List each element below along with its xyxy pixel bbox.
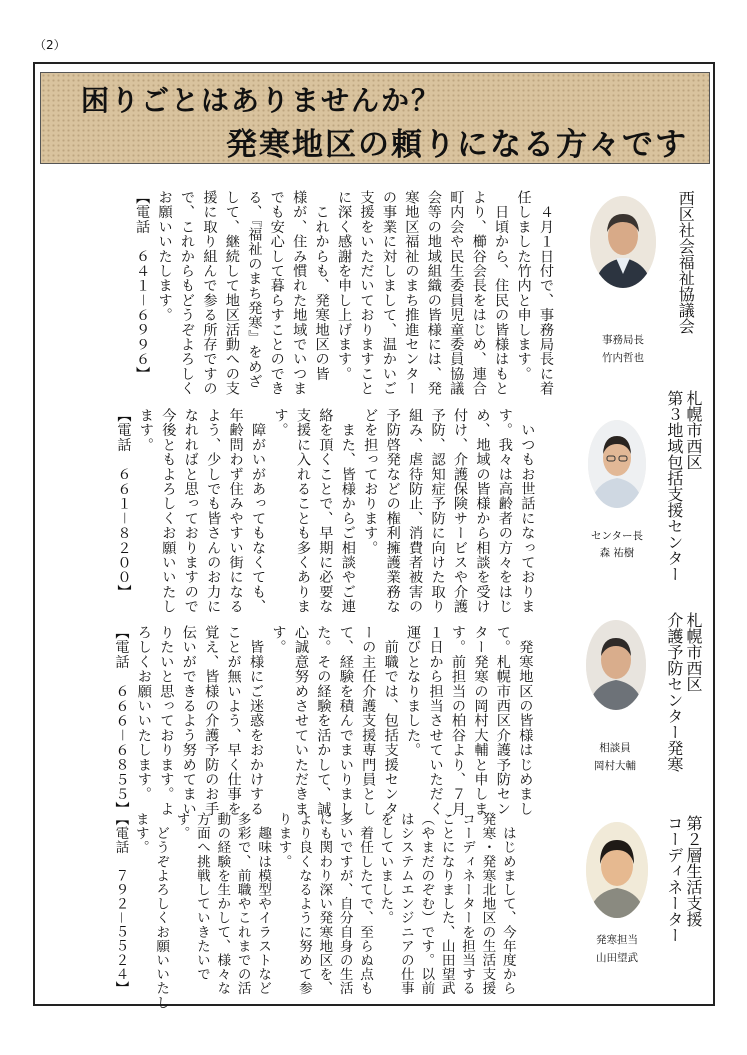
text-line: 付け、介護保険サービスや介護 [452, 408, 468, 614]
person-photo-icon [590, 196, 656, 288]
banner-title-line2: 発寒地区の頼りになる方々です [226, 127, 688, 163]
text-line: どうぞよろしくお願いいたし [153, 812, 170, 1010]
text-line: て。札幌市西区介護予防セン [494, 625, 511, 817]
text-line: の事業に対しまして、温かいご [380, 190, 397, 396]
text-line: ろしくお願いいたします。 [135, 625, 152, 802]
text-line: ーの主任介護支援専門員とし [360, 625, 377, 817]
text-line: す。 [173, 812, 190, 841]
text-line: 覚え、皆様の介護予防のお手 [203, 625, 220, 817]
phone-number: 【電話 ７９２－５５２４】 [112, 812, 129, 996]
text-line: て、経験を積んでまいりまし [337, 625, 354, 817]
text-line: なれればと思っておりますので [182, 408, 199, 614]
text-line: す。 [270, 625, 287, 655]
text-line: 着任したてで、至らぬ点も [357, 812, 374, 996]
text-line: 伝いができるよう努めてまい [180, 625, 197, 817]
text-line: はじめまして、今年度から [499, 812, 516, 996]
text-line: １日から担当させていただく [427, 625, 444, 817]
avatar-takeuchi [590, 196, 656, 288]
text-line: （やまだのぞむ）です。以前 [418, 812, 435, 996]
text-line: ４月１日付で、事務局長に着 [538, 190, 554, 396]
text-line: 支援をいただいておりますこと [358, 190, 375, 396]
org-name: 西区社会福祉協議会 [676, 190, 696, 334]
org-name-line: コーディネーター [664, 815, 684, 943]
text-line: コーディネーターを担当する [459, 812, 476, 996]
text-line: 日頃から、住民の皆様はもと [493, 190, 510, 396]
text-line: 運びとなりました。 [405, 625, 422, 758]
text-line: で、これからもどうぞよろしく [179, 190, 195, 396]
text-line: りたいと思っております。よ [158, 625, 175, 817]
text-line: して、継続して地区活動への支 [223, 190, 240, 396]
text-line: いつもお世話になっておりま [519, 408, 536, 614]
text-line: 多彩で、前職やこれまでの活 [234, 812, 251, 996]
text-line: 皆様にご迷惑をおかけする [248, 625, 265, 817]
text-line: ことが無いよう、早く仕事を [225, 625, 242, 817]
person-name: 山田望武 [596, 952, 638, 964]
text-line: はシステムエンジニアの仕事 [397, 812, 414, 996]
text-line: でも安心して暮らすことのでき [268, 190, 285, 396]
person-photo-icon [586, 822, 648, 918]
text-line: ます。 [132, 812, 149, 855]
page-number: （2） [34, 38, 66, 52]
text-line: にも関わり深い発寒地区を、 [316, 812, 333, 996]
text-line: め、地域の皆様から相談を受け [474, 408, 491, 614]
phone-number: 【電話 ６４１－６９９６】 [134, 190, 151, 382]
text-line: す。 [272, 408, 289, 438]
person-photo-icon [586, 620, 646, 710]
org-name-line: 札幌市西区 [684, 390, 703, 470]
person-role: センター長 [590, 530, 644, 542]
text-line: る、『福祉のまち発寒』をめざ [246, 190, 263, 389]
text-line: 前職では、包括支援センタ [382, 625, 399, 817]
org-name-line: 介護予防センター発寒 [664, 612, 684, 772]
text-line: 支援に入れることも多くありま [294, 408, 311, 614]
text-line: 組み、虐待防止、消費者被害の [407, 408, 424, 614]
text-line: 予防、認知症予防に向けた取り [429, 408, 446, 614]
section-body-text [131, 190, 557, 396]
text-line: 任しました竹内と申します。 [515, 190, 532, 382]
org-name-line: 第３地域包括支援センター [664, 390, 684, 582]
text-line: より、櫛谷会長をはじめ、連合 [470, 190, 487, 396]
person-role: 相談員 [599, 742, 631, 754]
person-name: 森 祐樹 [599, 547, 635, 559]
text-line: 発寒・発寒北地区の生活支援 [479, 812, 496, 996]
text-line: よう、少しでも皆さんのお力に [205, 408, 222, 614]
person-role: 事務局長 [602, 334, 644, 346]
text-line: す。前担当の柏谷より、７月 [450, 625, 466, 817]
text-line: 絡を頂くことで、早期に必要な [317, 408, 334, 614]
text-line: ります。 [275, 812, 292, 869]
section-kaigoyobou-body [110, 625, 536, 816]
avatar-okamura [586, 620, 646, 710]
person-photo-icon [588, 420, 646, 508]
org-name [655, 390, 703, 582]
text-line: どを担っております。 [362, 408, 379, 555]
text-line: 発寒地区の皆様はじめまし [517, 625, 534, 817]
org-name-line: 第２層生活支援 [684, 815, 703, 927]
banner-title-line1: 困りごとはありませんか？ [81, 84, 442, 117]
text-line: 寒地区福祉のまち推進センター [403, 190, 420, 396]
text-line: ター発寒の岡村大輔と申しま [472, 625, 489, 817]
text-line: より良くなるように努めて参 [295, 812, 312, 996]
text-line: ます。 [137, 408, 154, 453]
org-name [655, 612, 703, 772]
text-line: をしていました。 [377, 812, 394, 925]
text-line: た。その経験を活かして、誠 [315, 625, 332, 817]
text-line: 様が、住み慣れた地域でいつま [291, 190, 308, 396]
text-line: 今後ともよろしくお願いいたし [160, 408, 177, 614]
text-line: また、皆様からご相談やご連 [339, 408, 356, 614]
org-name [655, 815, 703, 943]
text-line: 趣味は模型やイラストなど [255, 812, 272, 996]
text-line: 多いですが、自分自身の生活 [336, 812, 353, 996]
text-line: す。我々は高齢者の方々をはじ [496, 408, 513, 614]
text-line: ことになりました、山田望武 [438, 812, 455, 996]
title-banner [40, 72, 710, 164]
section-houkatsu-body [112, 408, 538, 614]
text-line: 心誠意努めさせていただきま [292, 625, 309, 817]
text-line: これからも、発寒地区の皆 [313, 190, 330, 382]
text-line: 会等の地域組織の皆様には、発 [425, 190, 442, 396]
text-line: 方面へ挑戦していきたいで [193, 812, 210, 982]
avatar-mori [588, 420, 646, 508]
text-line: 予防啓発などの権利擁護業務な [384, 408, 401, 614]
org-name-line: 札幌市西区 [684, 612, 703, 692]
person-role: 発寒担当 [596, 934, 638, 946]
text-line: 町内会や民生委員児童委員協議 [448, 190, 465, 396]
text-line: 動の経験を生かして、様々な [214, 812, 231, 996]
text-line: 援に取り組んで参る所存ですの [201, 190, 218, 396]
phone-number: 【電話 ６６１－８２００】 [115, 408, 132, 600]
text-line: 年齢問わず住みやすい街になる [227, 408, 244, 614]
person-name: 竹内哲也 [602, 352, 644, 364]
text-line: 障がいがあってもなくても、 [250, 408, 267, 614]
phone-number: 【電話 ６６６－６８５５】 [113, 625, 130, 817]
text-line: お願いいたします。 [156, 190, 173, 323]
section-coordinator-body [110, 812, 518, 1009]
avatar-yamada [586, 822, 648, 918]
person-name: 岡村大輔 [594, 760, 636, 772]
text-line: に深く感謝を申し上げます。 [336, 190, 353, 382]
